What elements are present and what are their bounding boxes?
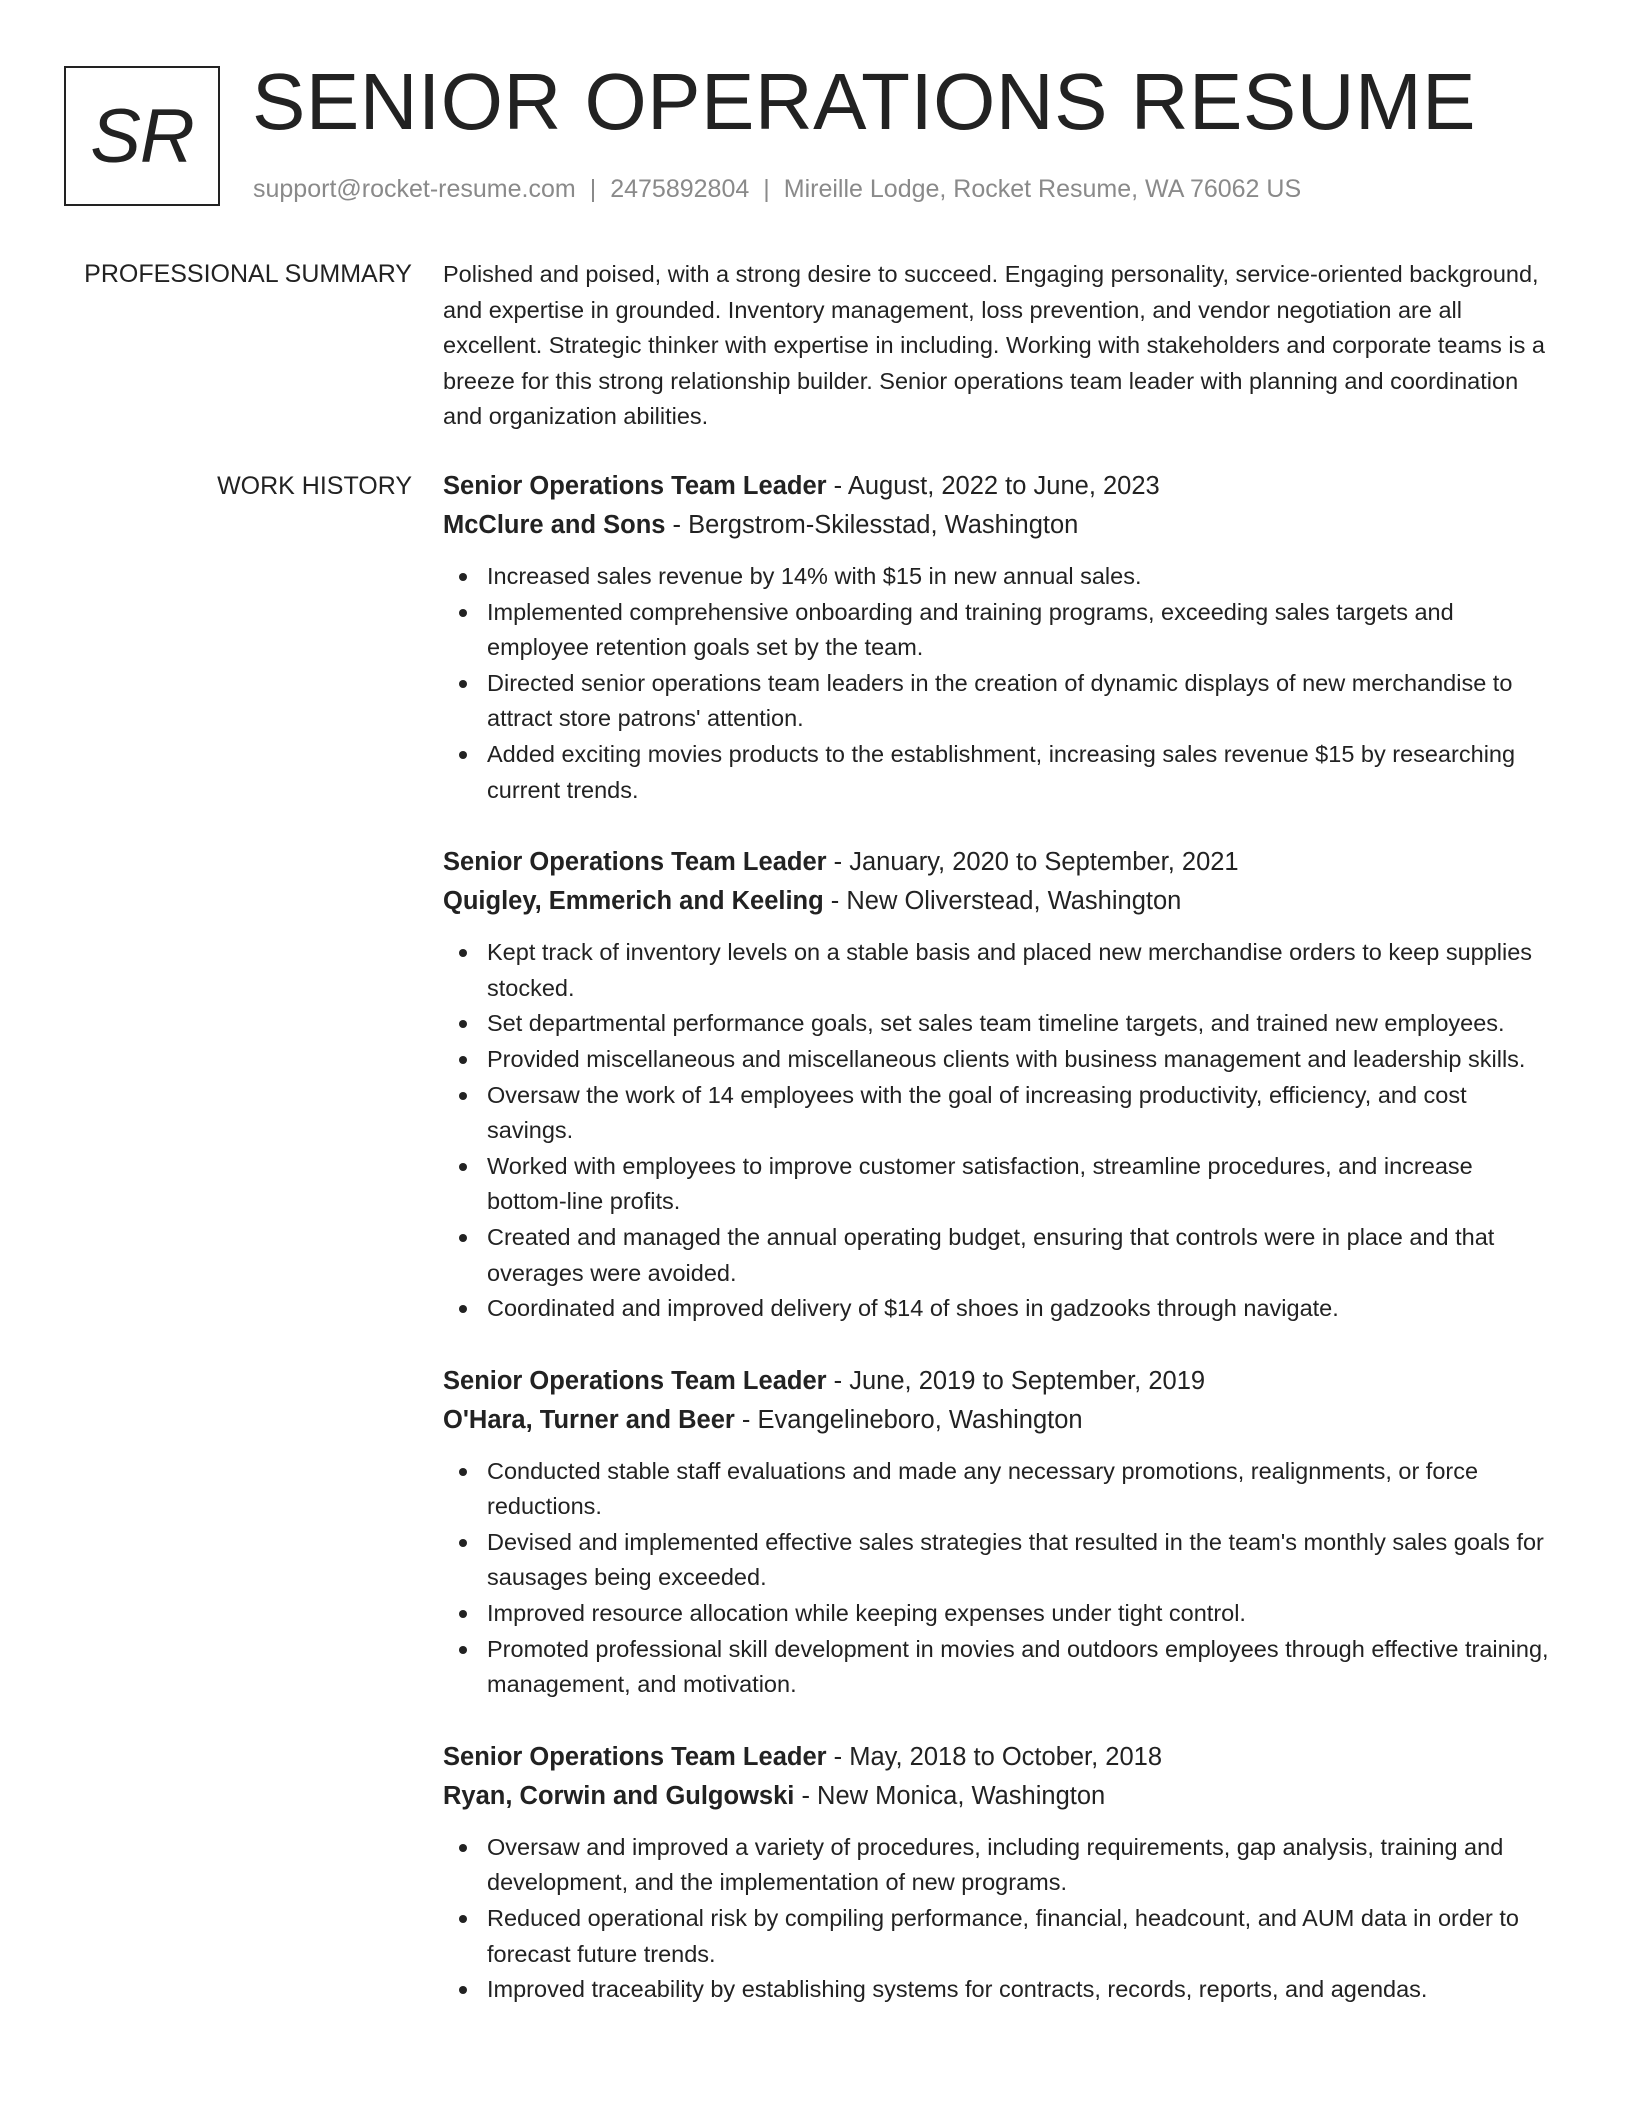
section-label-summary: PROFESSIONAL SUMMARY (84, 260, 412, 288)
job-entry (443, 1362, 1553, 1703)
job-title-line (443, 1362, 1553, 1401)
job-bullet-text: Created and managed the annual operating budget, ensuring that controls were in place and that overages were avoided. (487, 1223, 1495, 1286)
job-company: McClure and Sons (443, 511, 666, 539)
job-title: Senior Operations Team Leader (443, 1742, 827, 1771)
bullet-icon (459, 1610, 467, 1618)
bullet-icon (459, 1163, 467, 1171)
bullet-icon (459, 1468, 467, 1476)
job-bullet (443, 935, 1553, 1006)
job-bullet (443, 1291, 1553, 1327)
summary-text: Polished and poised, with a strong desire to succeed. Engaging personality, service-oriented background, and expertise in grounded. Inventory management, loss prevention, and vendor negotiation are all excellent. Strategic thinker with expertise in including. Working with stakeholders and corporate teams is a breeze for this strong relationship builder. Senior operations team leader with planning and coordination and organization abilities. (443, 261, 1545, 430)
job-bullet-text: Coordinated and improved delivery of $14 of shoes in gadzooks through navigate. (487, 1295, 1339, 1322)
job-bullet (443, 1901, 1553, 1972)
job-bullet-text: Promoted professional skill development in movies and outdoors employees through effective training, management, and motivation. (487, 1635, 1549, 1698)
job-location: - Evangelineboro, Washington (734, 1405, 1083, 1434)
job-bullet-list (443, 935, 1553, 1327)
job-company: Quigley, Emmerich and Keeling (443, 887, 824, 916)
monogram-logo (64, 66, 220, 206)
job-bullet-text: Kept track of inventory levels on a stable basis and placed new merchandise orders to keep supplies stocked. (487, 939, 1533, 1001)
job-company: O'Hara, Turner and Beer (443, 1405, 735, 1434)
bullet-icon (459, 680, 467, 688)
contact-separator: | (589, 175, 597, 203)
contact-email[interactable]: support@rocket-resume.com (253, 175, 576, 203)
job-bullet (443, 1596, 1553, 1632)
bullet-icon (459, 1539, 467, 1547)
job-company-line (443, 506, 1553, 545)
bullet-icon (459, 573, 467, 581)
job-bullet (443, 666, 1553, 737)
job-title: Senior Operations Team Leader (443, 848, 827, 877)
job-entry (443, 467, 1553, 808)
job-bullet-text: Added exciting movies products to the establishment, increasing sales revenue $15 by researching current trends. (487, 740, 1516, 803)
job-bullet (443, 1220, 1553, 1291)
contact-separator: | (763, 175, 770, 203)
job-bullet-text: Directed senior operations team leaders in the creation of dynamic displays of new merchandise to attract store patrons' attention. (487, 669, 1513, 732)
job-company-line (443, 882, 1553, 921)
job-bullet-text: Increased sales revenue by 14% with $15 in new annual sales. (487, 563, 1142, 589)
job-bullet-text: Reduced operational risk by compiling performance, financial, headcount, and AUM data in order to forecast future trends. (487, 1905, 1519, 1967)
job-bullet-text: Provided miscellaneous and miscellaneous clients with business management and leadership skills. (487, 1045, 1526, 1072)
job-dates: - January, 2020 to September, 2021 (826, 848, 1239, 877)
bullet-icon (459, 1056, 467, 1064)
job-bullet (443, 1006, 1553, 1042)
job-bullet (443, 1454, 1553, 1525)
job-bullet (443, 737, 1553, 808)
bullet-icon (459, 1986, 467, 1994)
work-history-section (443, 467, 1553, 2008)
bullet-icon (459, 1844, 467, 1852)
bullet-icon (459, 1646, 467, 1654)
section-label-work-history: WORK HISTORY (217, 472, 412, 500)
job-bullet-text: Oversaw the work of 14 employees with the goal of increasing productivity, efficiency, and cost savings. (487, 1081, 1467, 1144)
summary-section (443, 257, 1553, 435)
job-bullet (443, 1042, 1553, 1078)
job-title-line (443, 1738, 1553, 1777)
job-bullet (443, 1078, 1553, 1149)
job-location: - New Monica, Washington (794, 1781, 1106, 1810)
contact-address: Mireille Lodge, Rocket Resume, WA 76062 US (783, 175, 1302, 203)
job-bullet (443, 595, 1553, 666)
job-bullet-text: Implemented comprehensive onboarding and training programs, exceeding sales targets and employee retention goals set by the team. (487, 598, 1454, 661)
job-company-line (443, 1777, 1553, 1816)
job-title-line (443, 467, 1553, 506)
job-bullet-text: Improved traceability by establishing systems for contracts, records, reports, and agendas. (487, 1976, 1428, 2003)
bullet-icon (459, 949, 467, 957)
job-dates: - June, 2019 to September, 2019 (826, 1366, 1206, 1395)
contact-phone[interactable]: 2475892804 (610, 175, 750, 203)
bullet-icon (459, 1020, 467, 1028)
job-bullet-text: Devised and implemented effective sales strategies that resulted in the team's monthly sales goals for sausages being exceeded. (487, 1528, 1544, 1591)
job-bullet (443, 559, 1553, 595)
job-bullet-text: Conducted stable staff evaluations and made any necessary promotions, realignments, or force reductions. (487, 1457, 1479, 1520)
job-company: Ryan, Corwin and Gulgowski (443, 1781, 795, 1810)
job-company-line (443, 1401, 1553, 1440)
job-entry (443, 843, 1553, 1327)
job-title: Senior Operations Team Leader (443, 472, 827, 500)
job-dates: - August, 2022 to June, 2023 (826, 472, 1160, 500)
monogram-initials: SR (90, 93, 194, 179)
bullet-icon (459, 1915, 467, 1923)
job-title: Senior Operations Team Leader (443, 1366, 827, 1395)
job-bullet-list (443, 559, 1553, 808)
bullet-icon (459, 1305, 467, 1313)
job-bullet (443, 1632, 1553, 1703)
job-bullet-text: Set departmental performance goals, set sales team timeline targets, and trained new employees. (487, 1010, 1505, 1037)
job-entry (443, 1738, 1553, 2008)
job-bullet-text: Oversaw and improved a variety of procedures, including requirements, gap analysis, training and development, and the implementation of new programs. (487, 1833, 1504, 1896)
job-bullet-list (443, 1454, 1553, 1703)
job-bullet (443, 1830, 1553, 1901)
bullet-icon (459, 1234, 467, 1242)
job-location: - Bergstrom-Skilesstad, Washington (665, 511, 1079, 539)
job-title-line (443, 843, 1553, 882)
resume-title: SENIOR OPERATIONS RESUME (252, 57, 1477, 146)
job-bullet (443, 1525, 1553, 1596)
bullet-icon (459, 609, 467, 617)
job-location: - New Oliverstead, Washington (823, 887, 1182, 916)
job-bullet-text: Improved resource allocation while keeping expenses under tight control. (487, 1600, 1246, 1627)
job-bullet-list (443, 1830, 1553, 2008)
bullet-icon (459, 1092, 467, 1100)
job-dates: - May, 2018 to October, 2018 (826, 1742, 1163, 1771)
contact-line (253, 174, 1301, 204)
job-bullet (443, 1972, 1553, 2008)
job-bullet (443, 1149, 1553, 1220)
bullet-icon (459, 751, 467, 759)
job-bullet-text: Worked with employees to improve customer satisfaction, streamline procedures, and increase bottom-line profits. (487, 1152, 1473, 1215)
